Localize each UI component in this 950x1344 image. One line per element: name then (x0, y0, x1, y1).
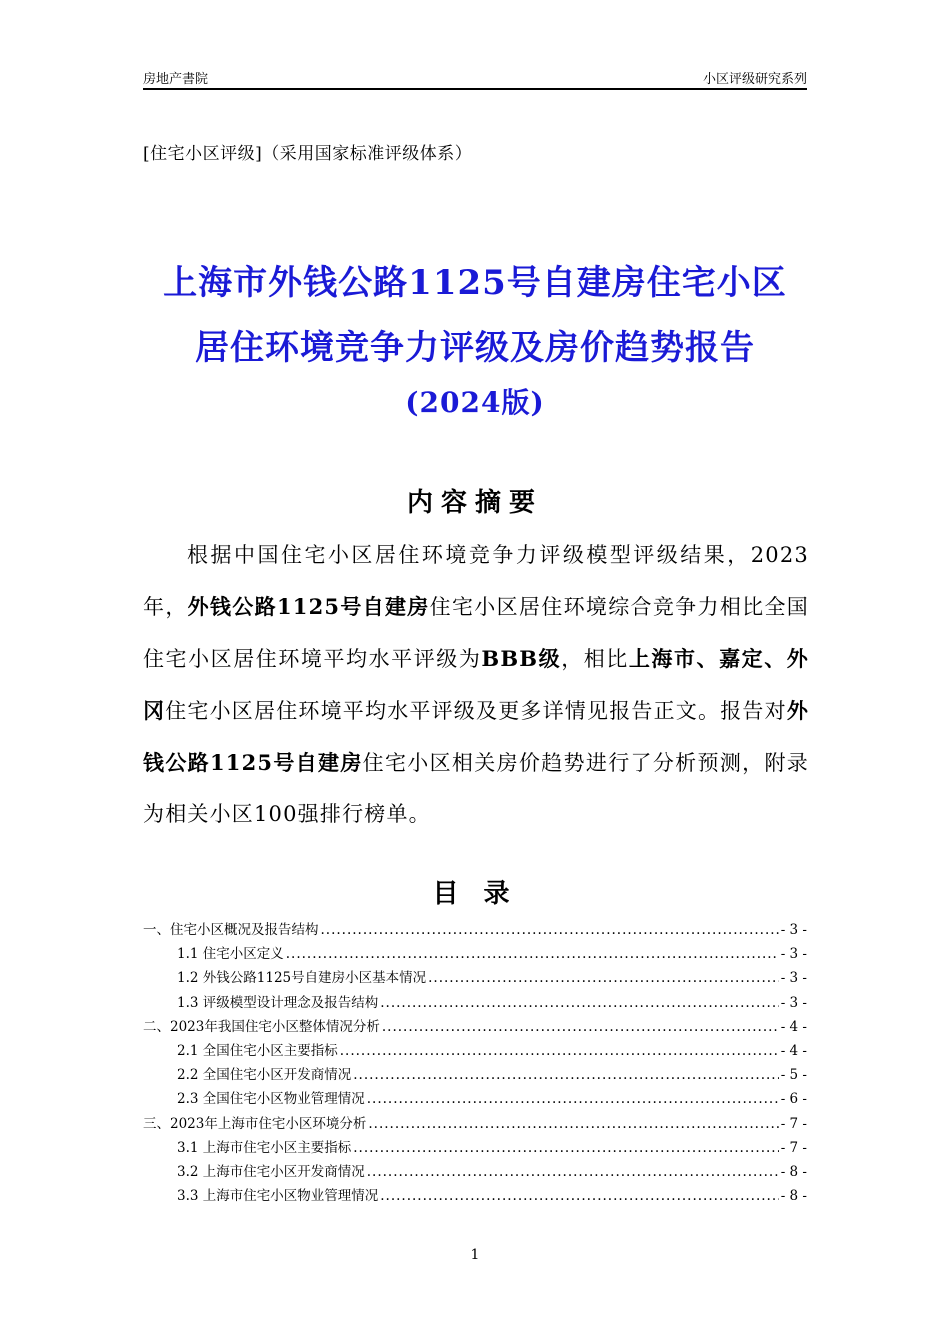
series-name: 小区评级研究系列 (702, 72, 807, 87)
toc-leader-dots (368, 1112, 778, 1136)
toc-entry[interactable] (143, 1087, 807, 1111)
toc-entry-page: - 8 - (780, 1163, 807, 1180)
abstract-segment: 根据中国住宅小区居住环境竞争力评级模型评级结果，2023年， (143, 543, 809, 619)
abstract-heading: 内容摘要 (406, 488, 543, 518)
toc-leader-dots (380, 1184, 778, 1208)
toc-entry-label: 1.2 外钱公路1125号自建房小区基本情况 (177, 970, 427, 987)
toc-entry-label: 1.3 评级模型设计理念及报告结构 (177, 994, 379, 1011)
toc-leader-dots (380, 991, 778, 1015)
toc-entry[interactable] (143, 966, 807, 990)
toc-entry-page: - 5 - (780, 1067, 807, 1084)
toc-entry[interactable] (143, 1184, 807, 1208)
toc-entry-page: - 3 - (780, 946, 807, 963)
abstract-segment-bold: BBB级 (481, 646, 562, 671)
toc-entry-page: - 4 - (780, 1018, 807, 1035)
toc-entry-label: 三、2023年上海市住宅小区环境分析 (143, 1115, 367, 1132)
toc-entry-label: 3.3 上海市住宅小区物业管理情况 (177, 1188, 379, 1205)
toc-entry-page: - 8 - (780, 1188, 807, 1205)
report-title-line-1: 上海市外钱公路1125号自建房住宅小区 (163, 263, 787, 303)
page-number: 1 (470, 1247, 480, 1263)
toc-entry-page: - 7 - (780, 1115, 807, 1132)
publisher-name: 房地产書院 (143, 72, 209, 87)
toc-entry[interactable] (143, 1112, 807, 1136)
toc-entry-page: - 3 - (780, 994, 807, 1011)
toc-entry-label: 一、住宅小区概况及报告结构 (143, 922, 319, 938)
category-line: [住宅小区评级]（采用国家标准评级体系） (143, 144, 473, 164)
toc-entry[interactable] (143, 942, 807, 966)
report-title-line-2: 居住环境竞争力评级及房价趋势报告 (195, 328, 755, 368)
abstract-segment: 住宅小区相关房价趋势进行了分析预测，附录为相关小区100强排行榜单。 (143, 751, 809, 826)
toc-entry-label: 3.2 上海市住宅小区开发商情况 (177, 1163, 365, 1180)
toc-entry[interactable] (143, 1039, 807, 1063)
abstract-body (143, 530, 809, 840)
toc-entry-label: 1.1 住宅小区定义 (177, 946, 284, 963)
toc-entry[interactable] (143, 1063, 807, 1087)
toc-entry[interactable] (143, 918, 807, 942)
toc-entry-page: - 3 - (780, 970, 807, 987)
toc-leader-dots (340, 1039, 779, 1063)
toc-entry[interactable] (143, 991, 807, 1015)
table-of-contents (143, 918, 807, 1208)
page-header (143, 68, 807, 90)
toc-leader-dots (367, 1160, 779, 1184)
toc-entry-label: 2.3 全国住宅小区物业管理情况 (177, 1091, 365, 1108)
abstract-segment: 住宅小区居住环境综合竞争力相比全国住宅小区居住环境平均水平评级为 (143, 595, 809, 671)
toc-heading: 目 录 (432, 879, 518, 909)
toc-leader-dots (353, 1063, 778, 1087)
toc-entry-page: - 3 - (780, 922, 807, 938)
toc-leader-dots (353, 1136, 778, 1160)
abstract-segment: ，相比 (561, 647, 629, 671)
toc-entry-page: - 7 - (780, 1139, 807, 1156)
toc-entry-page: - 6 - (780, 1091, 807, 1108)
toc-leader-dots (321, 918, 779, 942)
abstract-segment-bold: 外钱公路1125号自建房 (187, 594, 430, 619)
toc-entry[interactable] (143, 1136, 807, 1160)
toc-entry-page: - 4 - (780, 1042, 807, 1059)
abstract-segment-bold: 外钱公路1125号自建房 (143, 698, 810, 775)
toc-leader-dots (382, 1015, 779, 1039)
toc-entry[interactable] (143, 1160, 807, 1184)
toc-leader-dots (367, 1087, 779, 1111)
toc-leader-dots (286, 942, 779, 966)
abstract-segment: 住宅小区居住环境平均水平评级及更多详情见报告正文。报告对 (165, 699, 787, 723)
toc-entry-label: 2.2 全国住宅小区开发商情况 (177, 1067, 352, 1084)
abstract-segment-bold: 上海市、嘉定、外冈 (143, 646, 809, 723)
toc-leader-dots (428, 966, 779, 990)
toc-entry-label: 2.1 全国住宅小区主要指标 (177, 1042, 338, 1059)
toc-entry-label: 3.1 上海市住宅小区主要指标 (177, 1139, 352, 1156)
toc-entry[interactable] (143, 1015, 807, 1039)
report-edition: (2024版) (405, 386, 545, 419)
toc-entry-label: 二、2023年我国住宅小区整体情况分析 (143, 1018, 380, 1035)
